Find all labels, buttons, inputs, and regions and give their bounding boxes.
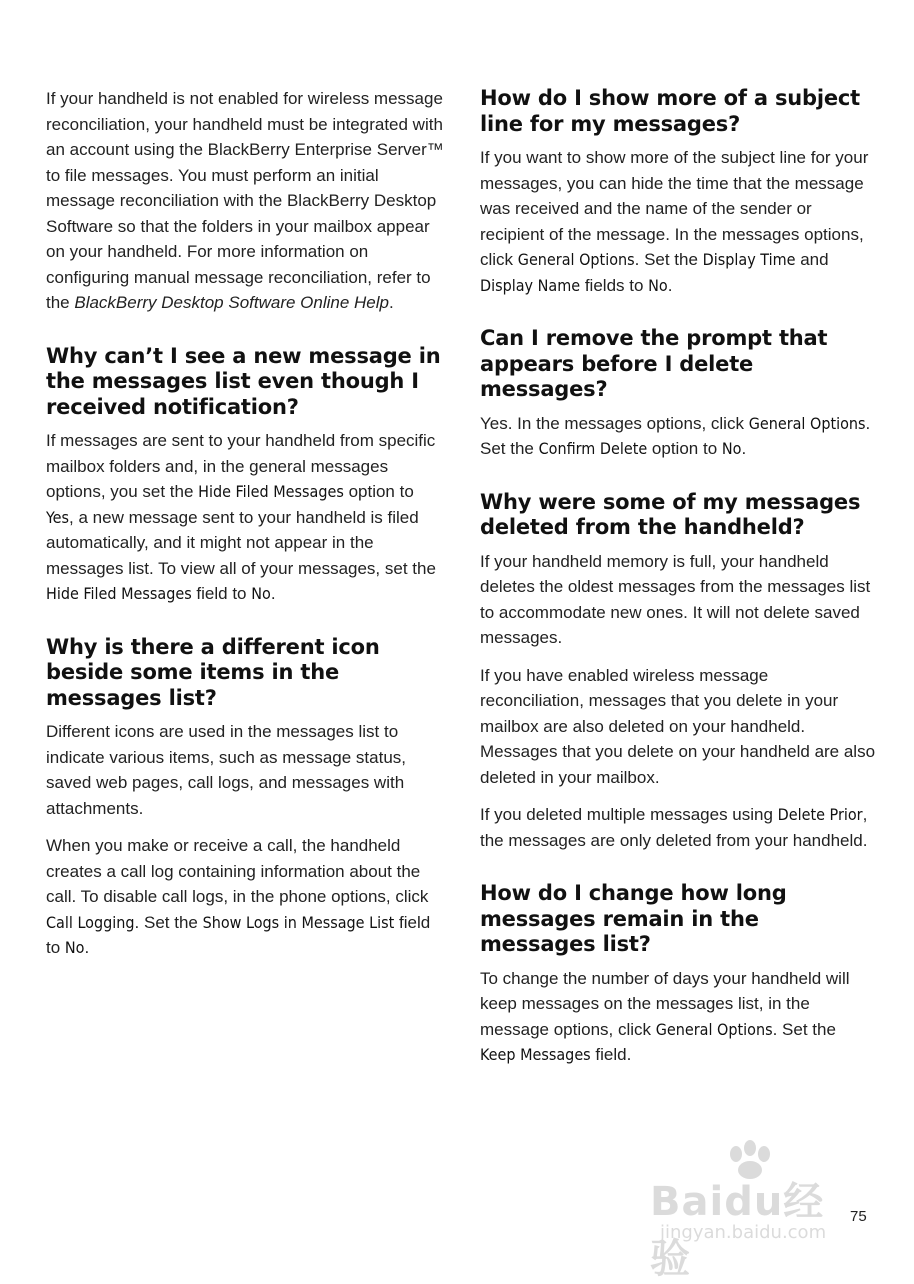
ui-term: Show Logs in Message List <box>202 912 395 932</box>
ui-term: General Options <box>655 1019 773 1039</box>
ui-term: Display Time <box>702 250 796 269</box>
section-heading: Why were some of my messages deleted from the handheld? <box>480 489 861 539</box>
section-paragraph: If messages are sent to your handheld from specific mailbox folders and, in the general messages options, you set the Hide Filed Messages option to Yes, a new message sent to your handheld is filed automatically, and it might not appear in the messages list. To view all of your messages, set the Hide Filed Messages field to No. <box>46 431 436 603</box>
section-paragraph: If you have enabled wireless message reconciliation, messages that you delete in your mailbox are also deleted on your handheld. Messages that you delete on your handheld are also deleted in your mailbox. <box>480 665 876 787</box>
section-heading: Why can’t I see a new message in the messages list even though I received notification? <box>46 343 441 419</box>
ui-term: No <box>251 584 271 603</box>
baidu-watermark <box>650 1140 860 1282</box>
section-paragraph: When you make or receive a call, the handheld creates a call log containing information about the call. To disable call logs, in the phone options, click Call Logging. Set the Show Logs in Message List field to No. <box>46 836 431 957</box>
watermark-url: jingyan.baidu.com <box>660 1222 827 1243</box>
ui-term: No <box>648 275 668 295</box>
section-heading: Can I remove the prompt that appears before I delete messages? <box>480 326 828 401</box>
section-paragraph: If you deleted multiple messages using Delete Prior, the messages are only deleted from your handheld. <box>480 805 868 850</box>
ui-term: No <box>64 938 85 957</box>
ui-term: Keep Messages <box>480 1045 591 1064</box>
section-different-icon <box>46 635 446 961</box>
book-title: BlackBerry Desktop Software Online Help <box>74 293 389 312</box>
section-paragraph: To change the number of days your handheld will keep messages on the messages list, in the message options, click General Options. Set the Keep Messages field. <box>480 968 850 1064</box>
section-subject-line <box>480 86 876 298</box>
section-paragraph: If you want to show more of the subject line for your messages, you can hide the time that the message was received and the name of the sender or recipient of the message. In the messages options, click General Options. Set the Display Time and Display Name fields to No. <box>480 148 869 295</box>
section-paragraph: Different icons are used in the messages list to indicate various items, such as message status, saved web pages, call logs, and messages with attachments. <box>46 722 406 818</box>
right-column <box>480 86 876 1080</box>
ui-term: Call Logging <box>46 912 135 932</box>
watermark-logo: Baidu经验 <box>650 1179 825 1282</box>
section-heading: How do I show more of a subject line for my messages? <box>480 86 860 136</box>
section-paragraph: If your handheld memory is full, your handheld deletes the oldest messages from the messages list to accommodate new ones. It will not delete saved messages. <box>480 551 871 647</box>
ui-term: Hide Filed Messages <box>198 482 344 501</box>
ui-term: Yes <box>46 507 70 527</box>
ui-term: General Options <box>517 250 635 269</box>
page-number: 75 <box>850 1208 867 1225</box>
section-deleted-messages <box>480 490 876 854</box>
section-heading: How do I change how long messages remain in the messages list? <box>480 881 787 956</box>
ui-term: Display Name <box>480 275 581 295</box>
section-paragraph: Yes. In the messages options, click General Options. Set the Confirm Delete option to No. <box>480 413 871 458</box>
ui-term: Confirm Delete <box>538 439 648 458</box>
section-keep-messages <box>480 881 876 1068</box>
section-remove-prompt <box>480 326 876 462</box>
section-new-message-notification <box>46 344 446 607</box>
ui-term: Hide Filed Messages <box>46 584 192 603</box>
section-heading: Why is there a different icon beside some items in the messages list? <box>46 634 380 710</box>
ui-term: General Options <box>748 413 866 433</box>
left-column <box>46 86 446 973</box>
ui-term: No <box>721 439 742 458</box>
ui-term: Delete Prior <box>777 805 863 824</box>
intro-paragraph: If your handheld is not enabled for wireless message reconciliation, your handheld must be integrated with an account using the BlackBerry Enterprise Server™ to file messages. You must perform an initial message reconciliation with the BlackBerry Desktop Software so that the folders in your mailbox appear on your handheld. For more information on configuring manual message reconciliation, refer to the BlackBerry Desktop Software Online Help. <box>46 89 444 312</box>
